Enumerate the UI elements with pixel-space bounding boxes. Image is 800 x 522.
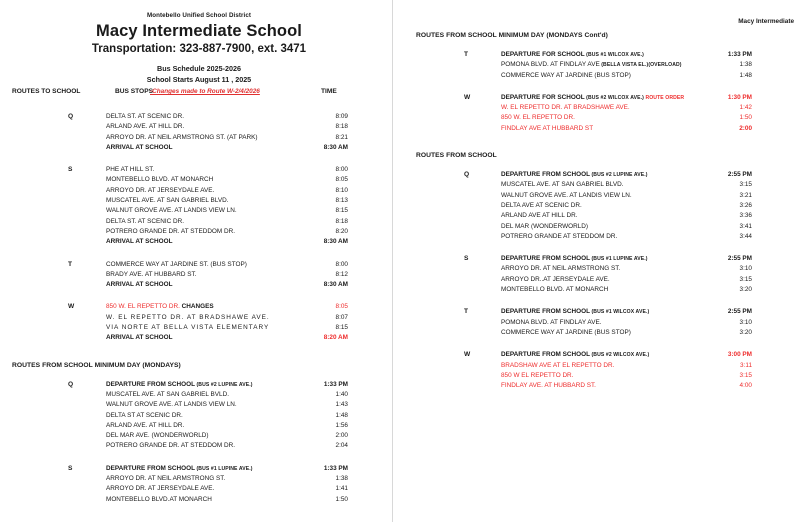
stop-time: 3:36 [739,212,752,220]
stop-time: 8:20 AM [323,334,348,342]
route-day-letter: T [68,260,73,268]
schedule-row [416,192,794,202]
schedule-row [416,51,794,61]
schedule-row [6,422,392,432]
bus-stop-label: MONTEBELLO BLVD.AT MONARCH [106,495,212,503]
bus-number-tag: (BUS #2 WILCOX AVE.) [584,94,644,101]
stop-time: 8:15 [335,324,348,332]
schedule-row [6,144,392,154]
bus-stop-label: DEL MAR (WONDERWORLD) [501,222,588,230]
schedule-row [6,218,392,228]
bus-stop-label: PHE AT HILL ST. [106,166,155,174]
stop-time: 2:00 [739,124,752,132]
section-title-min-day: ROUTES FROM SCHOOL MINIMUM DAY (MONDAYS) [12,361,181,369]
bus-stop-label: 850 W. EL REPETTO DR. CHANGES [106,303,214,311]
bus-stop-label: VIA NORTE AT BELLA VISTA ELEMENTARY [106,324,270,332]
bus-stop-label: ARRIVAL AT SCHOOL [106,143,173,151]
bus-stop-label: BRADSHAW AVE AT EL REPETTO DR. [501,361,615,369]
bus-number-tag: (BUS #1 LUPINE AVE.) [195,465,253,472]
bus-stop-label: POTRERO GRANDE DR. AT STEDDOM DR. [106,442,236,450]
bus-stop-label: ARROYO DR. AT JERSEYDALE AVE. [106,186,215,194]
bus-stop-label: DELTA ST. AT SCENIC DR. [106,217,185,225]
stop-time: 8:20 [335,227,348,235]
schedule-row [416,72,794,82]
bus-schedule-year: Bus Schedule 2025-2026 [157,64,241,73]
route-group [416,255,794,296]
stop-time: 1:30 PM [727,93,752,101]
stop-time: 8:30 AM [323,238,348,246]
stop-time: 8:30 AM [323,143,348,151]
route-group [416,51,794,82]
route-group [6,381,392,453]
schedule-row [6,496,392,506]
stop-time: 4:00 [739,382,752,390]
route-day-letter: S [68,166,73,174]
stop-time: 3:10 [739,265,752,273]
bus-number-tag: (BELLA VISTA EL.)(OVERLOAD) [599,62,682,69]
route-day-letter: Q [464,171,470,179]
routes-from-school-section [416,171,794,392]
stop-time: 8:07 [335,313,348,321]
stop-time: 2:04 [335,442,348,450]
schedule-row [6,238,392,248]
bus-stop-label: MUSCATEL AVE. AT SAN GABRIEL BLVD. [106,197,229,205]
stop-time: 8:15 [335,207,348,215]
bus-stop-label: DELTA ST AT SCENIC DR. [106,411,183,419]
stop-time: 1:42 [739,104,752,112]
schedule-row [416,61,794,71]
route-group [6,465,392,506]
column-header-bus-stops: BUS STOPS [115,88,153,95]
changes-note: -Changes made to Route W-2/4/2026 [150,88,260,95]
bus-stop-label: DEPARTURE FROM SCHOOL (BUS #2 LUPINE AVE.) [106,380,253,388]
route-group [416,308,794,339]
schedule-row [6,207,392,217]
section-title-min-day-contd: ROUTES FROM SCHOOL MINIMUM DAY (MONDAYS Cont'd) [416,32,608,39]
stop-time: 3:11 [740,361,752,369]
bus-stop-label: DEPARTURE FROM SCHOOL (BUS #2 WILCOX AVE.) [501,351,650,359]
schedule-row [6,475,392,485]
stop-time: 1:48 [739,71,752,79]
bus-stop-label: ARROYO DR. AT NEIL ARMSTRONG ST. [501,265,621,273]
column-headers [6,87,392,101]
schedule-row [6,134,392,144]
bus-stop-label: DEPARTURE FROM SCHOOL (BUS #1 LUPINE AVE.) [501,255,648,263]
stop-time: 3:15 [739,181,752,189]
route-group [416,171,794,243]
schedule-row [416,181,794,191]
transportation-phone: Transportation: 323-887-7900, ext. 3471 [91,43,307,55]
stop-time: 8:18 [335,217,348,225]
stop-time: 2:00 [335,432,348,440]
route-group [6,261,392,292]
stop-time: 2:55 PM [727,308,752,316]
schedule-row [416,114,794,124]
bus-stop-label: POTRERO GRANDE AT STEDDOM DR. [501,232,618,240]
bus-stop-label: MONTEBELLO BLVD. AT MONARCH [501,286,609,294]
schedule-row [416,265,794,275]
schedule-row [416,94,794,104]
stop-time: 3:44 [739,232,752,240]
route-day-letter: S [68,464,73,472]
schedule-row [416,286,794,296]
schedule-row [6,271,392,281]
bus-stop-label: POMONA BLVD. AT FINDLAY AVE. [501,318,602,326]
schedule-row [6,412,392,422]
bus-stop-label: ARLAND AVE. AT HILL DR. [106,123,185,131]
schedule-row [416,372,794,382]
schedule-row [6,303,392,313]
schedule-row [416,308,794,318]
schedule-row [416,104,794,114]
stop-time: 1:43 [335,401,348,409]
stop-time: 8:00 [335,260,348,268]
schedule-row [6,281,392,291]
stop-time: 8:12 [335,270,348,278]
right-column [400,0,800,522]
route-day-letter: W [68,303,75,311]
route-day-letter: Q [68,380,74,388]
stop-time: 3:21 [739,191,752,199]
school-start-date: School Starts August 11 , 2025 [146,75,252,84]
schedule-row [416,255,794,265]
schedule-row [6,113,392,123]
schedule-row [416,233,794,243]
schedule-row [6,465,392,475]
bus-stop-label: DEL MAR AVE. (WONDERWORLD) [106,432,209,440]
schedule-row [6,123,392,133]
routes-from-school-minimum-day-section [6,381,392,506]
schedule-row [416,362,794,372]
stop-time: 2:55 PM [727,171,752,179]
bus-stop-label: ARRIVAL AT SCHOOL [106,281,173,289]
route-day-letter: W [464,351,471,359]
schedule-row [6,228,392,238]
bus-stop-label: DEPARTURE FROM SCHOOL (BUS #2 LUPINE AVE.) [501,171,648,179]
bus-stop-label: DEPARTURE FOR SCHOOL (BUS #1 WILCOX AVE.) [501,51,644,58]
bus-stop-label: ARRIVAL AT SCHOOL [106,334,173,342]
schedule-row [416,276,794,286]
stop-time: 3:15 [739,371,752,379]
schedule-row [6,324,392,334]
bus-stop-label: W. EL REPETTO DR. AT BRADSHAWE AVE. [501,104,630,112]
bus-stop-label: W. EL REPETTO DR. AT BRADSHAWE AVE. [106,313,270,321]
bus-stop-label: FINDLAY AVE AT HUBBARD ST [501,124,594,132]
column-header-routes: ROUTES TO SCHOOL [12,88,81,95]
route-group [6,166,392,248]
route-day-letter: S [464,255,469,263]
bus-stop-label: WALNUT GROVE AVE. AT LANDIS VIEW LN. [106,207,237,215]
bus-stop-label: DELTA AVE AT SCENIC DR. [501,201,582,209]
stop-time: 1:41 [335,485,348,493]
schedule-row [6,401,392,411]
stop-time: 3:15 [739,275,752,283]
section-title-from-school: ROUTES FROM SCHOOL [416,152,497,160]
bus-stop-label: ARROYO DR..AT JERSEYDALE AVE. [501,275,610,283]
stop-time: 3:10 [739,318,752,326]
schedule-row [416,351,794,361]
schedule-row [6,314,392,324]
bus-stop-label: DEPARTURE FROM SCHOOL (BUS #1 LUPINE AVE.) [106,464,253,472]
bus-stop-label: COMMERCE WAY AT JARDINE ST. (BUS STOP) [106,260,247,268]
bus-number-tag: (BUS #1 WILCOX AVE.) [584,52,644,58]
stop-time: 1:40 [335,390,348,398]
bus-number-tag: (BUS #2 LUPINE AVE.) [195,381,253,388]
stop-time: 8:09 [335,113,348,120]
district-name: Montebello Unified School District [146,12,252,19]
bus-stop-label: ARROYO DR. AT NEIL ARMSTRONG ST. [106,475,226,483]
stop-time: 8:05 [335,176,348,184]
bus-stop-label: ARRIVAL AT SCHOOL [106,238,173,246]
bus-stop-label: MUSCATEL AVE. AT SAN GABRIEL BLVD. [501,181,624,189]
stop-time: 3:20 [739,328,752,336]
stop-time: 1:56 [335,421,348,429]
bus-stop-label: DEPARTURE FOR SCHOOL (BUS #2 WILCOX AVE.) ROUTE ORDER [501,93,685,101]
stop-time: 1:50 [739,114,752,122]
stop-time: 8:10 [335,186,348,194]
route-group [6,303,392,344]
page-title: Macy Intermediate School [96,22,302,40]
bus-stop-label: DEPARTURE FROM SCHOOL (BUS #1 WILCOX AVE.) [501,308,650,316]
route-group [6,113,392,154]
stop-time: 3:26 [739,201,752,209]
route-group [416,94,794,135]
changes-suffix: CHANGES [179,303,214,311]
bus-stop-label: FINDLAY AVE. AT HUBBARD ST. [501,382,596,390]
column-header-time: TIME [321,88,337,95]
bus-stop-label: BRADY AVE. AT HUBBARD ST. [106,270,197,278]
routes-from-school-minimum-day-contd-section [416,51,794,135]
routes-to-school-section [6,113,392,345]
route-day-letter: Q [68,113,74,120]
schedule-row [6,485,392,495]
schedule-row [6,381,392,391]
stop-time: 8:21 [335,133,348,141]
bus-stop-label: ARROYO DR. AT NEIL ARMSTRONG ST. (AT PARK) [106,133,258,141]
schedule-row [6,442,392,452]
stop-time: 3:00 PM [727,351,752,359]
schedule-row [416,171,794,181]
bus-stop-label: COMMERCE WAY AT JARDINE (BUS STOP) [501,71,631,79]
route-day-letter: T [464,51,469,58]
stop-time: 1:48 [335,411,348,419]
stop-time: 3:20 [739,286,752,294]
stop-time: 2:55 PM [727,255,752,263]
bus-stop-label: 850 W. EL REPETTO DR. [501,114,575,122]
schedule-row [6,187,392,197]
bus-stop-label: ARLAND AVE AT HILL DR. [501,212,578,220]
route-day-letter: T [464,308,469,316]
stop-time: 1:50 [335,495,348,503]
schedule-row [6,334,392,344]
stop-time: 1:38 [739,61,752,69]
schedule-row [416,329,794,339]
bus-stop-label: MUSCATEL AVE. AT SAN GABRIEL BVLD. [106,390,229,398]
stop-time: 1:33 PM [323,380,348,388]
bus-stop-label: COMMERCE WAY AT JARDINE (BUS STOP) [501,328,631,336]
bus-stop-label: WALNUT GROVE AVE. AT LANDIS VIEW LN. [501,191,632,199]
schedule-row [6,432,392,442]
schedule-row [416,223,794,233]
bus-stop-label: WALNUT GROVE AVE. AT LANDIS VIEW LN. [106,401,237,409]
bus-number-tag: (BUS #2 WILCOX AVE.) [590,352,650,359]
schedule-row [416,212,794,222]
stop-time: 8:05 [335,303,348,311]
stop-time: 3:41 [739,222,752,230]
bus-stop-label: DELTA ST. AT SCENIC DR. [106,113,185,120]
schedule-row [6,261,392,271]
stop-time: 1:33 PM [323,464,348,472]
corner-label: Macy Intermediate [738,18,794,25]
stop-time: 8:30 AM [323,281,348,289]
bus-stop-label: POTRERO GRANDE DR. AT STEDDOM DR. [106,227,236,235]
schedule-row [416,319,794,329]
route-order-tag: ROUTE ORDER [643,94,685,101]
schedule-row [6,166,392,176]
schedule-row [416,202,794,212]
schedule-row [6,391,392,401]
bus-number-tag: (BUS #2 LUPINE AVE.) [590,172,648,179]
bus-stop-label: MONTEBELLO BLVD. AT MONARCH [106,176,214,184]
schedule-row [6,197,392,207]
stop-time: 8:18 [335,123,348,131]
bus-stop-label: 850 W EL REPETTO DR. [501,371,574,379]
stop-time: 1:33 PM [727,51,752,58]
bus-stop-label: ARROYO DR. AT JERSEYDALE AVE. [106,485,215,493]
bus-stop-label: POMONA BLVD. AT FINDLAY AVE (BELLA VISTA EL.)(OVERLOAD) [501,61,682,69]
bus-stop-label: ARLAND AVE. AT HILL DR. [106,421,185,429]
bus-number-tag: (BUS #1 WILCOX AVE.) [590,309,650,316]
stop-time: 8:13 [335,197,348,205]
route-day-letter: W [464,93,471,101]
stop-time: 8:00 [335,166,348,174]
stop-time: 1:38 [335,475,348,483]
bus-number-tag: (BUS #1 LUPINE AVE.) [590,256,648,263]
route-group [416,351,794,392]
schedule-row [416,382,794,392]
schedule-row [6,176,392,186]
schedule-row [416,125,794,135]
